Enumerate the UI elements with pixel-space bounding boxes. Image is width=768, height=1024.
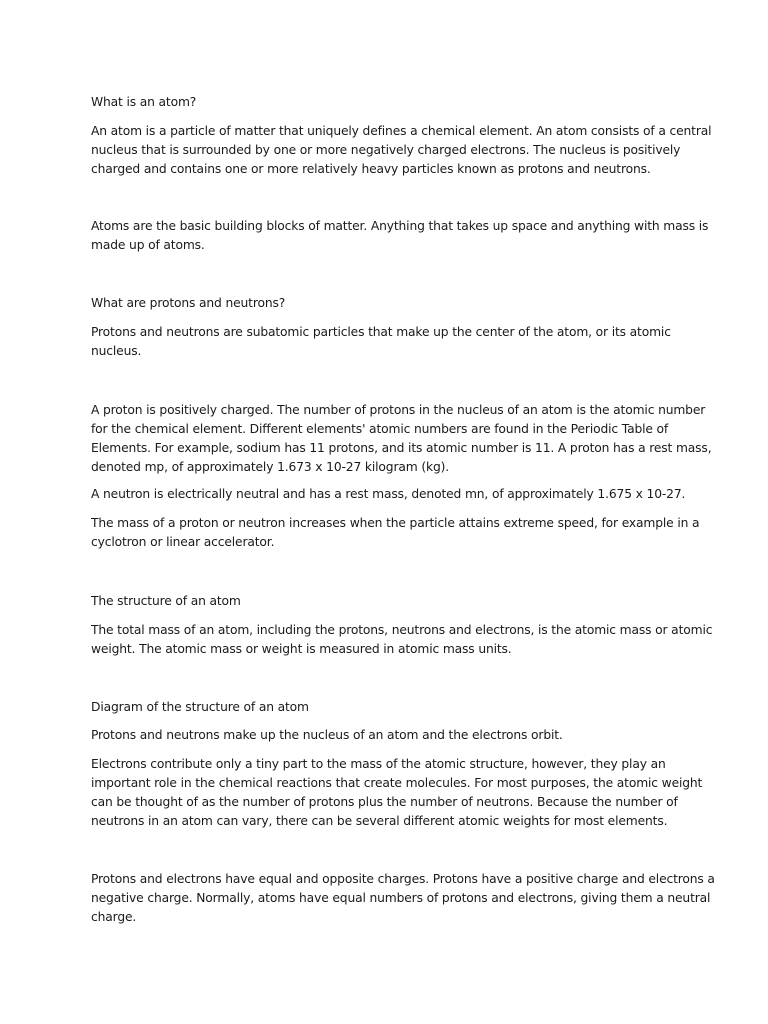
paragraph-building-blocks: Atoms are the basic building blocks of matter. Anything that takes up space and anything with mass is made up of atoms.	[91, 219, 709, 252]
paragraph-electrons: Electrons contribute only a tiny part to the mass of the atomic structure, however, they play an important role in the chemical reactions that create molecules. For most purposes, the atomic weight can be thought of as the number of protons plus the number of neutrons. Because the number of neutrons in an atom can vary, there can be several different atomic weights for most elements.	[91, 757, 703, 828]
paragraph-charges: Protons and electrons have equal and opposite charges. Protons have a positive charge and electrons a negative charge. Normally, atoms have equal numbers of protons and electrons, giving them a neutral charge.	[91, 872, 715, 924]
heading-protons-and-neutrons: What are protons and neutrons?	[91, 296, 286, 310]
paragraph-atom-definition: An atom is a particle of matter that uniquely defines a chemical element. An atom consists of a central nucleus that is surrounded by one or more negatively charged electrons. The nucleus is positively charged and contains one or more relatively heavy particles known as protons and neutrons.	[91, 124, 712, 176]
paragraph-nucleus-orbit: Protons and neutrons make up the nucleus of an atom and the electrons orbit.	[91, 728, 563, 742]
heading-what-is-an-atom: What is an atom?	[91, 95, 197, 109]
paragraph-proton: A proton is positively charged. The number of protons in the nucleus of an atom is the atomic number for the chemical element. Different elements' atomic numbers are found in the Periodic Table of Elements. For example, sodium has 11 protons, and its atomic number is 11. A proton has a rest mass, denoted mp, of approximately 1.673 x 10-27 kilogram (kg).	[91, 403, 712, 474]
heading-diagram-structure: Diagram of the structure of an atom	[91, 700, 309, 714]
paragraph-total-mass: The total mass of an atom, including the protons, neutrons and electrons, is the atomic mass or atomic weight. The atomic mass or weight is measured in atomic mass units.	[91, 623, 713, 656]
paragraph-particle-speed: The mass of a proton or neutron increases when the particle attains extreme speed, for example in a cyclotron or linear accelerator.	[91, 516, 700, 549]
paragraph-subatomic-particles: Protons and neutrons are subatomic particles that make up the center of the atom, or its atomic nucleus.	[91, 325, 671, 358]
heading-structure-of-an-atom: The structure of an atom	[91, 594, 241, 608]
paragraph-neutron: A neutron is electrically neutral and has a rest mass, denoted mn, of approximately 1.675 x 10-27.	[91, 487, 686, 501]
